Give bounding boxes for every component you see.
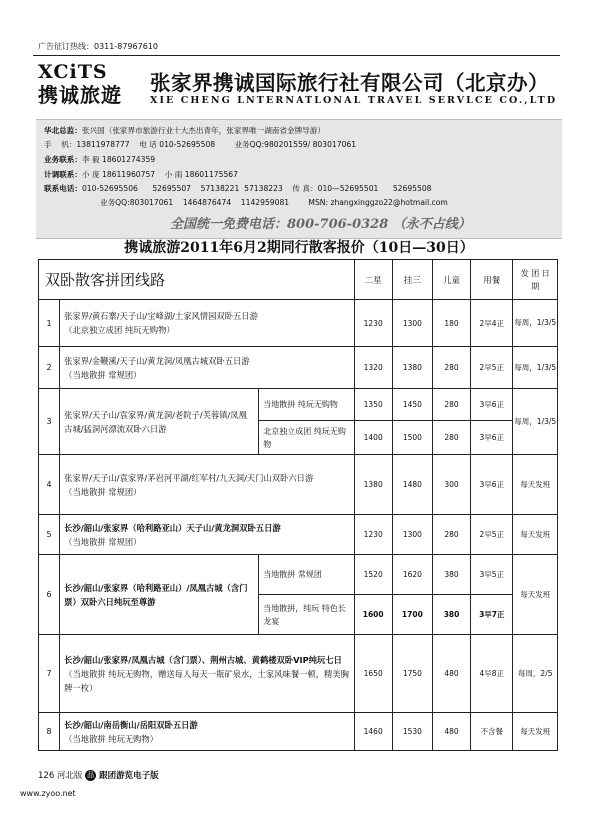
route-option: 当地散拼 纯玩无购物	[259, 389, 354, 421]
company-name-cn: 张家界携诚国际旅行社有限公司（北京办）	[150, 71, 549, 95]
footer-website: www.zyoo.net	[20, 789, 76, 798]
depart-date: 每周，1/3/5	[513, 389, 558, 455]
price-table	[38, 259, 558, 751]
route-name: 长沙/韶山/张家界/凤凰古城（含门票）、荆州古城、黄鹤楼双卧VIP纯玩七日	[64, 654, 342, 665]
route-name: 长沙/韶山/南岳衡山/岳阳双卧五日游	[64, 719, 198, 730]
header-child: 儿童	[432, 260, 470, 300]
price-star2: 1600	[354, 595, 392, 635]
price-star2: 1350	[354, 389, 392, 421]
depart-date: 每周，1/3/5	[513, 300, 558, 347]
price-star3: 1300	[392, 515, 432, 555]
meal-info: 3早7正	[471, 595, 513, 635]
table-row	[39, 713, 558, 751]
row-index: 5	[39, 515, 60, 555]
price-child: 380	[432, 555, 470, 595]
table-row	[39, 455, 558, 515]
row-index: 1	[39, 300, 60, 347]
route-name: 张家界/黄石寨/天子山/宝峰湖/土家风情园双卧五日游	[64, 311, 258, 321]
price-star2: 1380	[354, 455, 392, 515]
header-depart: 发 团 日期	[513, 260, 558, 300]
header-divider	[33, 55, 560, 56]
route-note: （当地散拼 常规团）	[64, 536, 142, 547]
meal-info: 3早6正	[471, 455, 513, 515]
route-note: （北京独立成团 纯玩无购物）	[64, 325, 175, 335]
price-star2: 1320	[354, 347, 392, 389]
price-child: 280	[432, 389, 470, 421]
depart-date: 每周，1/3/5	[513, 347, 558, 389]
price-star3: 1620	[392, 555, 432, 595]
price-star3: 1530	[392, 713, 432, 751]
route-option: 北京独立成团 纯玩无购物	[259, 421, 354, 455]
meal-info: 4早8正	[471, 635, 513, 713]
price-star2: 1400	[354, 421, 392, 455]
row-index: 7	[39, 635, 60, 713]
price-star2: 1230	[354, 300, 392, 347]
depart-date: 每天发班	[513, 555, 558, 635]
meal-info: 3早5正	[471, 555, 513, 595]
depart-date: 每天发班	[513, 515, 558, 555]
row-index: 3	[39, 389, 60, 455]
price-child: 180	[432, 300, 470, 347]
route-note: （当地散拼 纯玩无购物）	[64, 733, 159, 744]
route-cell	[60, 515, 354, 555]
price-star3: 1500	[392, 421, 432, 455]
contact-tel: 联系电话：010-52695506 52695507 57138221 57138223 传 真：010—52695501 52695508	[44, 184, 432, 193]
route-name: 张家界/天子山/袁家界/黄龙洞/老院子/芙蓉镇/凤凰古城/猛洞河漂流双卧六日游	[60, 389, 259, 455]
price-star3: 1700	[392, 595, 432, 635]
row-index: 6	[39, 555, 60, 635]
footer-badge: 品	[87, 771, 95, 779]
header-star3: 挂三	[392, 260, 432, 300]
depart-date: 每周，2/5	[513, 635, 558, 713]
logo-english: XCiTS	[38, 61, 108, 83]
meal-info: 3早6正	[471, 421, 513, 455]
route-cell	[60, 300, 354, 347]
price-star2: 1650	[354, 635, 392, 713]
company-name-en: XIE CHENG LNTERNATLONAL TRAVEL SERVLCE CO.,LTD	[150, 95, 558, 106]
table-row	[39, 555, 558, 595]
meal-info: 3早6正	[471, 389, 513, 421]
table-header-row	[39, 260, 558, 300]
depart-date: 每天发班	[513, 455, 558, 515]
depart-date: 每天发班	[513, 713, 558, 751]
route-note: （当地散拼 常规团）	[64, 486, 142, 497]
price-star2: 1520	[354, 555, 392, 595]
contact-director: 华北总监：张兴国（张家界市旅游行业十大杰出青年，张家界唯一湖南省金牌导游）	[44, 126, 325, 135]
page-number: 126 河北版	[38, 771, 86, 781]
route-cell	[60, 713, 354, 751]
price-star3: 1380	[392, 347, 432, 389]
route-note: （当地散拼 纯玩无购物，赠送每人每天一瓶矿泉水，土家风味餐一顿，精美胸牌一枚）	[64, 668, 349, 693]
price-child: 380	[432, 595, 470, 635]
contact-phone: 手 机：13811978777 电 话 010-52695508 业务QQ:980201559/ 803017061	[44, 140, 357, 149]
row-index: 2	[39, 347, 60, 389]
publication-name: 跟团游览电子版	[96, 771, 159, 781]
route-cell	[60, 635, 354, 713]
price-child: 480	[432, 713, 470, 751]
contact-qq: 业务QQ:803017061 1464876474 1142959081 MSN: zhangxinggzo22@hotmail.com	[100, 198, 448, 207]
meal-info: 2早5正	[471, 347, 513, 389]
table-row	[39, 389, 558, 421]
table-row	[39, 300, 558, 347]
route-option: 当地散拼，纯玩 特色长龙宴	[259, 595, 354, 635]
price-child: 280	[432, 421, 470, 455]
header-meal: 用餐	[471, 260, 513, 300]
table-row	[39, 347, 558, 389]
toll-free-number: 全国统一免费电话：800-706-0328 （永不占线）	[170, 217, 471, 232]
contact-dispatch: 计调联系：小 庞 18611960757 小 雨 18601175567	[44, 170, 238, 179]
meal-info: 不含餐	[471, 713, 513, 751]
price-star3: 1450	[392, 389, 432, 421]
route-option: 当地散拼 常规团	[259, 555, 354, 595]
header-star2: 二星	[354, 260, 392, 300]
price-star3: 1480	[392, 455, 432, 515]
route-name: 长沙/韶山/张家界（哈利路亚山）/凤凰古城（含门票）双卧六日纯玩至尊游	[60, 555, 259, 635]
price-star2: 1460	[354, 713, 392, 751]
price-child: 480	[432, 635, 470, 713]
price-star3: 1300	[392, 300, 432, 347]
table-row	[39, 635, 558, 713]
footer-page-info	[38, 769, 159, 781]
ad-hotline: 广告征订热线：0311-87967610	[38, 42, 158, 51]
company-logo	[38, 62, 148, 120]
price-child: 280	[432, 347, 470, 389]
price-child: 300	[432, 455, 470, 515]
price-star2: 1230	[354, 515, 392, 555]
route-note: （当地散拼 常规团）	[64, 369, 142, 380]
page-title: 携诚旅游2011年6月2期同行散客报价（10日—30日）	[124, 240, 474, 256]
meal-info: 2早5正	[471, 515, 513, 555]
row-index: 4	[39, 455, 60, 515]
route-name: 张家界/天子山/袁家界/茅岩河平湖/红军村/九天洞/天门山双卧六日游	[64, 472, 314, 483]
price-child: 280	[432, 515, 470, 555]
contact-business: 业务联系：李 毅 18601274359	[44, 155, 156, 164]
table-row	[39, 515, 558, 555]
logo-chinese: 携诚旅遊	[38, 83, 122, 107]
route-name: 长沙/韶山/张家界（哈利路亚山）天子山/黄龙洞双卧五日游	[64, 522, 281, 533]
route-cell	[60, 455, 354, 515]
meal-info: 2早4正	[471, 300, 513, 347]
table-title: 双卧散客拼团线路	[39, 260, 355, 300]
route-name: 张家界/金鞭溪/天子山/黄龙洞/凤凰古城双卧五日游	[64, 355, 250, 366]
route-cell	[60, 347, 354, 389]
row-index: 8	[39, 713, 60, 751]
price-star3: 1750	[392, 635, 432, 713]
